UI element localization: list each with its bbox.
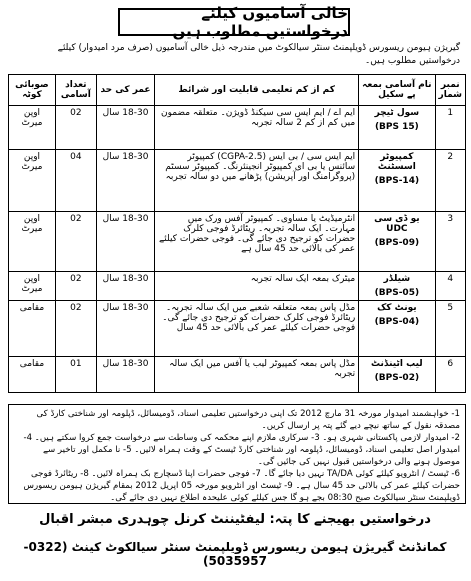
address-line-1: درخواستیں بھیجنے کا پتہ: لیفٹیننٹ کرنل چوہدری مبشر اقبال <box>39 512 431 527</box>
row-post <box>359 106 435 150</box>
post-bps: (BPS-09) <box>374 238 420 248</box>
row-count: 02 <box>55 272 96 301</box>
instructions-box <box>8 404 466 504</box>
table-row <box>9 357 466 393</box>
row-age: 18-30 سال <box>96 301 154 357</box>
row-count: 04 <box>55 150 96 212</box>
row-province: مقامی <box>9 357 56 393</box>
row-sr: 1 <box>435 106 465 150</box>
table-row <box>9 212 466 272</box>
row-qualification: مڈل پاس بمعہ متعلقہ شعبے میں ایک سالہ تجربہ۔ ریٹائرڈ فوجی کلرک حضرات کو ترجیح دی جائے گی۔ فوجی حضرات کیلئے عمر کی بالائی حد 45 سال <box>155 301 359 357</box>
row-province: اوپن میرٹ <box>9 150 56 212</box>
row-sr: 5 <box>435 301 465 357</box>
row-post <box>359 150 435 212</box>
instruction-line: 1- خواہشمند امیدوار مورخہ 31 مارچ 2012 تک اپنی درخواستیں تعلیمی اسناد، ڈومیسائل، ڈپلومہ اور شناختی کارڈ کی مصدقہ نقول کے ساتھ نیچے دیے گئے پتہ پر ارسال کریں۔ <box>36 409 460 431</box>
header-age: عمر کی حد <box>96 75 154 106</box>
row-province: اوپن میرٹ <box>9 272 56 301</box>
row-count: 02 <box>55 301 96 357</box>
row-sr: 4 <box>435 272 465 301</box>
post-bps: (BPS-14) <box>374 176 420 186</box>
table-row <box>9 106 466 150</box>
header-qualification: کم از کم تعلیمی قابلیت اور شرائط <box>155 75 359 106</box>
row-qualification: مڈل پاس بمعہ کمپیوٹر لیب یا آفس میں ایک سالہ تجربہ <box>155 357 359 393</box>
post-bps: (BPS-05) <box>374 288 420 298</box>
row-sr: 2 <box>435 150 465 212</box>
post-name: لیب اٹینڈنٹ <box>371 359 423 369</box>
row-qualification: میٹرک بمعہ ایک سالہ تجربہ <box>155 272 359 301</box>
row-age: 18-30 سال <box>96 106 154 150</box>
header-post: نام آسامی بمعہ پے سکیل <box>359 75 435 106</box>
row-post <box>359 301 435 357</box>
table-row <box>9 272 466 301</box>
instruction-line: 6- ٹیسٹ / انٹرویو کیلئے کوئی TA/DA نہیں دیا جائے گا۔ 7- فوجی حضرات اپنا ڈسچارج بک ہمراہ لائیں۔ 8- ریٹائرڈ فوجی حضرات کیلئے عمر کی بالائی حد 45 سال ہے۔ 9- ٹیسٹ اور انٹرویو مورخہ 05 اپریل 2012 بمقام گیریژن ہیومن ریسورس ڈویلپمنٹ سنٹر سیالکوٹ صبح 08:30 بجے ہو گا جس کیلئے کوئی علیحدہ اطلاع نہیں دی جائے گی۔ <box>23 469 460 503</box>
row-count: 02 <box>55 106 96 150</box>
row-qualification: انٹرمیڈیٹ یا مساوی۔ کمپیوٹر آفس ورک میں مہارت۔ ایک سالہ تجربہ۔ ریٹائرڈ فوجی کلرک حضرات کو ترجیح دی جائے گی۔ فوجی حضرات کیلئے عمر کی بالائی حد 45 سال ہے <box>155 212 359 272</box>
header-sr: نمبر شمار <box>435 75 465 106</box>
row-post <box>359 212 435 272</box>
post-name: یونٹ کک <box>377 303 417 313</box>
post-name: یو ڈی سی UDC <box>374 214 420 234</box>
table-row <box>9 150 466 212</box>
post-bps: (BPS 15) <box>374 122 419 132</box>
row-province: مقامی <box>9 301 56 357</box>
vacancies-table <box>8 74 466 393</box>
header-province: صوبائی کوٹہ <box>9 75 56 106</box>
row-age: 18-30 سال <box>96 150 154 212</box>
row-age: 18-30 سال <box>96 272 154 301</box>
post-bps: (BPS-02) <box>374 373 420 383</box>
row-post <box>359 357 435 393</box>
row-province: اوپن میرٹ <box>9 106 56 150</box>
row-province: اوپن میرٹ <box>9 212 56 272</box>
row-count: 02 <box>55 212 96 272</box>
page-title: خالی آسامیوں کیلئے درخواستیں مطلوب ہیں <box>118 8 350 36</box>
post-name: سول ٹیچر <box>374 108 420 118</box>
post-bps: (BPS-04) <box>374 317 420 327</box>
table-header-row <box>9 75 466 106</box>
row-sr: 6 <box>435 357 465 393</box>
row-age: 18-30 سال <box>96 357 154 393</box>
intro-text: گیریژن ہیومن ریسورس ڈویلپمنٹ سنٹر سیالکوٹ میں مندرجہ ذیل خالی آسامیوں (صرف مرد امیدوار) کیلئے درخواستیں مطلوب ہیں۔ <box>57 43 460 66</box>
row-post <box>359 272 435 301</box>
instruction-line: 2- امیدوار لازمی پاکستانی شہری ہو۔ 3- سرکاری ملازم اپنے محکمہ کی وساطت سے درخواست جمع کروا سکتے ہیں۔ 4- امیدوار اصل تعلیمی اسناد، ڈومیسائل، ڈپلومہ اور شناختی کارڈ ٹیسٹ کے وقت ہمراہ لائیں۔ 5- نا مکمل اور تاخیر سے موصول ہونے والی درخواستیں قبول نہیں کی جائیں گی۔ <box>23 433 460 467</box>
row-qualification: ایم ایس سی / بی ایس (CGPA-2.5) کمپیوٹر سائنس یا بی ای کمپیوٹر انجینئرنگ۔ کمپیوٹر سسٹم (پروگرامنگ اور آپریشن) پڑھانے میں دو سالہ تجربہ <box>155 150 359 212</box>
address-line-2: کمانڈنٹ گیریژن ہیومن ریسورس ڈویلپمنٹ سنٹر سیالکوٹ کینٹ (0322-5035957) <box>23 540 447 568</box>
post-name: شیلڈر <box>383 274 411 284</box>
row-age: 18-30 سال <box>96 212 154 272</box>
post-name: کمپیوٹر اسسٹنٹ <box>377 152 416 172</box>
header-count: تعداد آسامی <box>55 75 96 106</box>
row-count: 01 <box>55 357 96 393</box>
table-row <box>9 301 466 357</box>
row-qualification: ایم اے / ایم ایس سی سیکنڈ ڈویژن۔ متعلقہ مضمون میں کم از کم 2 سالہ تجربہ <box>155 106 359 150</box>
row-sr: 3 <box>435 212 465 272</box>
